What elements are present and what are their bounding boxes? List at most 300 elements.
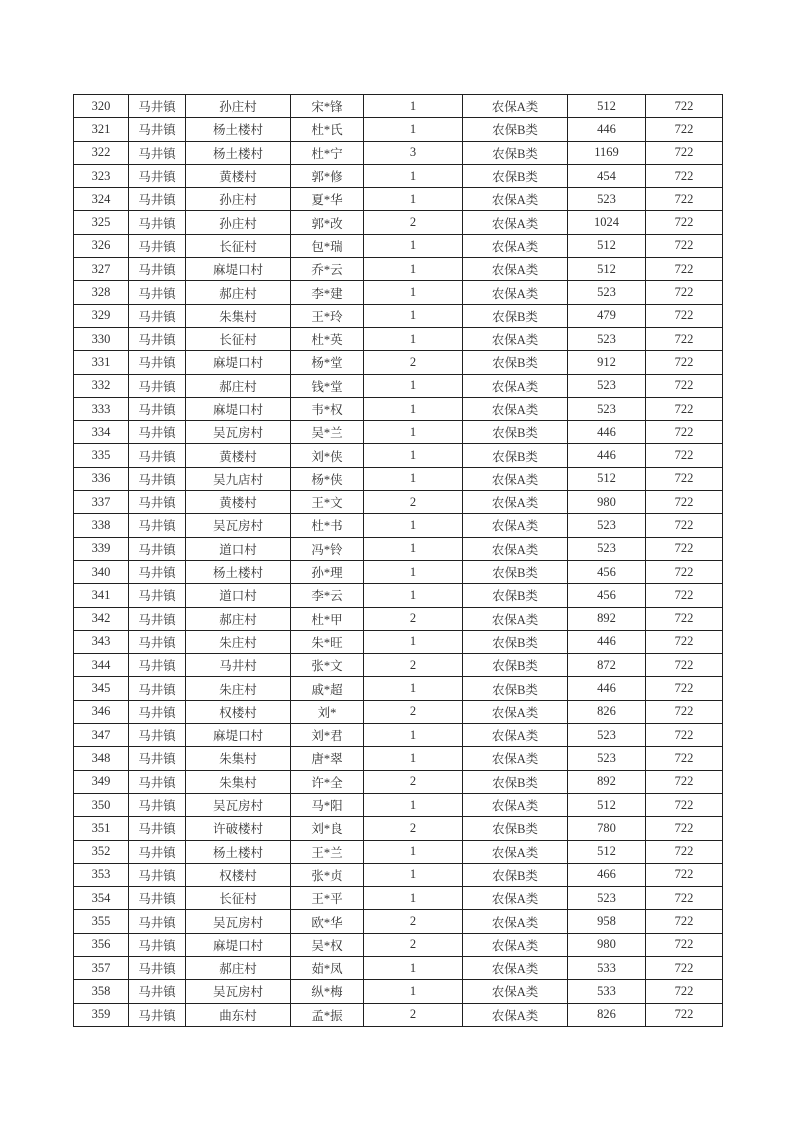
- cell-persons: 2: [364, 351, 463, 374]
- cell-standard: 722: [646, 1003, 723, 1026]
- table-row: [74, 677, 723, 700]
- cell-category: 农保A类: [463, 1003, 568, 1026]
- cell-serial: 326: [74, 234, 129, 257]
- cell-category: 农保A类: [463, 374, 568, 397]
- cell-name: 孟*振: [291, 1003, 364, 1026]
- table-row: [74, 421, 723, 444]
- cell-category: 农保B类: [463, 351, 568, 374]
- cell-village: 权楼村: [186, 700, 291, 723]
- cell-village: 麻堤口村: [186, 351, 291, 374]
- cell-village: 杨土楼村: [186, 141, 291, 164]
- cell-persons: 1: [364, 956, 463, 979]
- cell-standard: 722: [646, 397, 723, 420]
- table-row: [74, 514, 723, 537]
- cell-serial: 320: [74, 95, 129, 118]
- cell-amount: 892: [568, 607, 646, 630]
- cell-name: 刘*良: [291, 817, 364, 840]
- cell-town: 马井镇: [129, 956, 186, 979]
- cell-serial: 344: [74, 654, 129, 677]
- cell-serial: 325: [74, 211, 129, 234]
- table-row: [74, 980, 723, 1003]
- cell-village: 权楼村: [186, 863, 291, 886]
- cell-persons: 1: [364, 793, 463, 816]
- cell-town: 马井镇: [129, 863, 186, 886]
- cell-town: 马井镇: [129, 281, 186, 304]
- cell-name: 杜*宁: [291, 141, 364, 164]
- cell-town: 马井镇: [129, 1003, 186, 1026]
- cell-town: 马井镇: [129, 351, 186, 374]
- cell-standard: 722: [646, 887, 723, 910]
- cell-persons: 1: [364, 95, 463, 118]
- cell-name: 钱*堂: [291, 374, 364, 397]
- cell-name: 王*兰: [291, 840, 364, 863]
- cell-standard: 722: [646, 863, 723, 886]
- cell-village: 麻堤口村: [186, 397, 291, 420]
- cell-persons: 2: [364, 910, 463, 933]
- cell-category: 农保A类: [463, 724, 568, 747]
- cell-name: 王*玲: [291, 304, 364, 327]
- cell-persons: 2: [364, 607, 463, 630]
- cell-category: 农保A类: [463, 910, 568, 933]
- cell-standard: 722: [646, 514, 723, 537]
- cell-standard: 722: [646, 491, 723, 514]
- cell-standard: 722: [646, 817, 723, 840]
- cell-serial: 342: [74, 607, 129, 630]
- cell-amount: 780: [568, 817, 646, 840]
- cell-amount: 523: [568, 188, 646, 211]
- cell-amount: 523: [568, 887, 646, 910]
- cell-standard: 722: [646, 747, 723, 770]
- cell-amount: 826: [568, 700, 646, 723]
- cell-name: 杜*书: [291, 514, 364, 537]
- cell-town: 马井镇: [129, 677, 186, 700]
- cell-amount: 523: [568, 281, 646, 304]
- cell-amount: 980: [568, 491, 646, 514]
- table-row: [74, 304, 723, 327]
- cell-persons: 1: [364, 234, 463, 257]
- cell-persons: 1: [364, 537, 463, 560]
- cell-persons: 2: [364, 211, 463, 234]
- cell-standard: 722: [646, 374, 723, 397]
- cell-serial: 327: [74, 258, 129, 281]
- cell-name: 冯*铃: [291, 537, 364, 560]
- cell-persons: 1: [364, 863, 463, 886]
- cell-persons: 1: [364, 560, 463, 583]
- cell-standard: 722: [646, 677, 723, 700]
- cell-town: 马井镇: [129, 654, 186, 677]
- cell-town: 马井镇: [129, 397, 186, 420]
- cell-village: 麻堤口村: [186, 258, 291, 281]
- cell-town: 马井镇: [129, 234, 186, 257]
- cell-name: 王*平: [291, 887, 364, 910]
- table-row: [74, 374, 723, 397]
- cell-category: 农保A类: [463, 747, 568, 770]
- cell-persons: 2: [364, 654, 463, 677]
- cell-serial: 353: [74, 863, 129, 886]
- table-row: [74, 607, 723, 630]
- table-row: [74, 351, 723, 374]
- cell-amount: 512: [568, 467, 646, 490]
- cell-standard: 722: [646, 956, 723, 979]
- cell-amount: 454: [568, 164, 646, 187]
- table-row: [74, 654, 723, 677]
- cell-amount: 533: [568, 956, 646, 979]
- cell-amount: 523: [568, 537, 646, 560]
- cell-category: 农保B类: [463, 304, 568, 327]
- cell-category: 农保B类: [463, 560, 568, 583]
- table-row: [74, 141, 723, 164]
- cell-standard: 722: [646, 654, 723, 677]
- cell-category: 农保A类: [463, 281, 568, 304]
- table-body: [74, 95, 723, 1027]
- cell-amount: 446: [568, 630, 646, 653]
- cell-standard: 722: [646, 933, 723, 956]
- cell-amount: 446: [568, 444, 646, 467]
- cell-persons: 2: [364, 933, 463, 956]
- cell-village: 朱集村: [186, 747, 291, 770]
- cell-serial: 355: [74, 910, 129, 933]
- cell-amount: 523: [568, 724, 646, 747]
- cell-town: 马井镇: [129, 724, 186, 747]
- table-row: [74, 491, 723, 514]
- cell-serial: 346: [74, 700, 129, 723]
- cell-standard: 722: [646, 141, 723, 164]
- cell-amount: 512: [568, 258, 646, 281]
- cell-village: 孙庄村: [186, 211, 291, 234]
- cell-amount: 872: [568, 654, 646, 677]
- cell-persons: 1: [364, 421, 463, 444]
- table-row: [74, 95, 723, 118]
- cell-persons: 1: [364, 397, 463, 420]
- cell-amount: 826: [568, 1003, 646, 1026]
- cell-category: 农保A类: [463, 514, 568, 537]
- cell-village: 朱庄村: [186, 677, 291, 700]
- cell-standard: 722: [646, 258, 723, 281]
- cell-serial: 339: [74, 537, 129, 560]
- cell-persons: 2: [364, 770, 463, 793]
- cell-town: 马井镇: [129, 374, 186, 397]
- cell-amount: 512: [568, 95, 646, 118]
- cell-amount: 523: [568, 374, 646, 397]
- cell-name: 茹*凤: [291, 956, 364, 979]
- cell-standard: 722: [646, 95, 723, 118]
- table-row: [74, 234, 723, 257]
- cell-serial: 348: [74, 747, 129, 770]
- cell-standard: 722: [646, 281, 723, 304]
- cell-category: 农保A类: [463, 491, 568, 514]
- cell-name: 宋*锋: [291, 95, 364, 118]
- cell-serial: 321: [74, 118, 129, 141]
- cell-persons: 1: [364, 584, 463, 607]
- cell-standard: 722: [646, 164, 723, 187]
- cell-village: 郝庄村: [186, 607, 291, 630]
- cell-standard: 722: [646, 234, 723, 257]
- cell-standard: 722: [646, 607, 723, 630]
- cell-serial: 331: [74, 351, 129, 374]
- cell-town: 马井镇: [129, 421, 186, 444]
- cell-category: 农保B类: [463, 118, 568, 141]
- cell-village: 杨土楼村: [186, 840, 291, 863]
- table-row: [74, 118, 723, 141]
- cell-name: 戚*超: [291, 677, 364, 700]
- cell-name: 乔*云: [291, 258, 364, 281]
- cell-town: 马井镇: [129, 211, 186, 234]
- cell-village: 郝庄村: [186, 281, 291, 304]
- cell-name: 刘*君: [291, 724, 364, 747]
- cell-amount: 533: [568, 980, 646, 1003]
- cell-village: 吴瓦房村: [186, 910, 291, 933]
- cell-name: 郭*改: [291, 211, 364, 234]
- table-row: [74, 444, 723, 467]
- cell-category: 农保A类: [463, 327, 568, 350]
- cell-persons: 1: [364, 840, 463, 863]
- cell-category: 农保A类: [463, 188, 568, 211]
- table-row: [74, 397, 723, 420]
- cell-persons: 1: [364, 514, 463, 537]
- cell-serial: 338: [74, 514, 129, 537]
- cell-village: 郝庄村: [186, 956, 291, 979]
- cell-serial: 351: [74, 817, 129, 840]
- cell-serial: 352: [74, 840, 129, 863]
- cell-serial: 350: [74, 793, 129, 816]
- table-row: [74, 817, 723, 840]
- cell-village: 杨土楼村: [186, 560, 291, 583]
- cell-town: 马井镇: [129, 980, 186, 1003]
- table-row: [74, 537, 723, 560]
- cell-category: 农保B类: [463, 770, 568, 793]
- cell-persons: 1: [364, 164, 463, 187]
- cell-town: 马井镇: [129, 327, 186, 350]
- cell-standard: 722: [646, 327, 723, 350]
- cell-amount: 512: [568, 793, 646, 816]
- cell-serial: 341: [74, 584, 129, 607]
- table-row: [74, 1003, 723, 1026]
- cell-village: 吴瓦房村: [186, 793, 291, 816]
- cell-standard: 722: [646, 304, 723, 327]
- cell-name: 纵*梅: [291, 980, 364, 1003]
- cell-town: 马井镇: [129, 188, 186, 211]
- cell-serial: 328: [74, 281, 129, 304]
- table-row: [74, 584, 723, 607]
- cell-village: 黄楼村: [186, 164, 291, 187]
- cell-name: 刘*: [291, 700, 364, 723]
- cell-persons: 1: [364, 258, 463, 281]
- cell-persons: 2: [364, 700, 463, 723]
- cell-village: 吴瓦房村: [186, 514, 291, 537]
- cell-persons: 1: [364, 724, 463, 747]
- cell-village: 朱集村: [186, 770, 291, 793]
- cell-serial: 343: [74, 630, 129, 653]
- cell-name: 王*文: [291, 491, 364, 514]
- cell-persons: 3: [364, 141, 463, 164]
- cell-town: 马井镇: [129, 304, 186, 327]
- table-row: [74, 164, 723, 187]
- cell-town: 马井镇: [129, 700, 186, 723]
- cell-persons: 1: [364, 467, 463, 490]
- subsidy-table: [73, 94, 723, 1027]
- cell-name: 李*建: [291, 281, 364, 304]
- cell-village: 朱庄村: [186, 630, 291, 653]
- table-row: [74, 840, 723, 863]
- table-row: [74, 211, 723, 234]
- cell-serial: 336: [74, 467, 129, 490]
- cell-town: 马井镇: [129, 164, 186, 187]
- table-row: [74, 863, 723, 886]
- cell-category: 农保A类: [463, 793, 568, 816]
- cell-name: 杨*堂: [291, 351, 364, 374]
- cell-standard: 722: [646, 630, 723, 653]
- cell-standard: 722: [646, 467, 723, 490]
- cell-name: 包*瑞: [291, 234, 364, 257]
- cell-category: 农保A类: [463, 700, 568, 723]
- cell-village: 黄楼村: [186, 444, 291, 467]
- cell-name: 张*贞: [291, 863, 364, 886]
- table-row: [74, 258, 723, 281]
- cell-village: 长征村: [186, 234, 291, 257]
- cell-standard: 722: [646, 560, 723, 583]
- cell-amount: 466: [568, 863, 646, 886]
- cell-town: 马井镇: [129, 817, 186, 840]
- cell-amount: 980: [568, 933, 646, 956]
- cell-persons: 1: [364, 444, 463, 467]
- cell-village: 郝庄村: [186, 374, 291, 397]
- cell-serial: 333: [74, 397, 129, 420]
- cell-standard: 722: [646, 700, 723, 723]
- cell-name: 韦*权: [291, 397, 364, 420]
- cell-serial: 324: [74, 188, 129, 211]
- cell-amount: 958: [568, 910, 646, 933]
- cell-amount: 892: [568, 770, 646, 793]
- cell-serial: 337: [74, 491, 129, 514]
- cell-town: 马井镇: [129, 607, 186, 630]
- cell-village: 曲东村: [186, 1003, 291, 1026]
- cell-standard: 722: [646, 584, 723, 607]
- cell-town: 马井镇: [129, 444, 186, 467]
- cell-serial: 358: [74, 980, 129, 1003]
- cell-serial: 323: [74, 164, 129, 187]
- cell-village: 孙庄村: [186, 188, 291, 211]
- cell-persons: 1: [364, 374, 463, 397]
- cell-category: 农保A类: [463, 258, 568, 281]
- cell-standard: 722: [646, 793, 723, 816]
- cell-town: 马井镇: [129, 770, 186, 793]
- cell-serial: 329: [74, 304, 129, 327]
- cell-category: 农保B类: [463, 863, 568, 886]
- cell-name: 吴*兰: [291, 421, 364, 444]
- cell-category: 农保A类: [463, 211, 568, 234]
- cell-serial: 334: [74, 421, 129, 444]
- cell-category: 农保A类: [463, 95, 568, 118]
- table-row: [74, 724, 723, 747]
- cell-standard: 722: [646, 118, 723, 141]
- table-row: [74, 630, 723, 653]
- cell-town: 马井镇: [129, 537, 186, 560]
- cell-amount: 446: [568, 677, 646, 700]
- cell-amount: 912: [568, 351, 646, 374]
- cell-category: 农保B类: [463, 421, 568, 444]
- cell-category: 农保A类: [463, 234, 568, 257]
- cell-name: 马*阳: [291, 793, 364, 816]
- cell-serial: 330: [74, 327, 129, 350]
- cell-persons: 1: [364, 118, 463, 141]
- cell-persons: 1: [364, 304, 463, 327]
- cell-category: 农保B类: [463, 630, 568, 653]
- table-row: [74, 933, 723, 956]
- cell-persons: 1: [364, 980, 463, 1003]
- cell-name: 欧*华: [291, 910, 364, 933]
- cell-name: 刘*侠: [291, 444, 364, 467]
- cell-town: 马井镇: [129, 514, 186, 537]
- cell-serial: 332: [74, 374, 129, 397]
- table-row: [74, 700, 723, 723]
- cell-town: 马井镇: [129, 630, 186, 653]
- cell-standard: 722: [646, 444, 723, 467]
- cell-town: 马井镇: [129, 887, 186, 910]
- cell-category: 农保A类: [463, 397, 568, 420]
- cell-standard: 722: [646, 724, 723, 747]
- cell-village: 朱集村: [186, 304, 291, 327]
- cell-town: 马井镇: [129, 910, 186, 933]
- table-row: [74, 887, 723, 910]
- table-row: [74, 747, 723, 770]
- cell-town: 马井镇: [129, 933, 186, 956]
- cell-standard: 722: [646, 770, 723, 793]
- cell-amount: 523: [568, 397, 646, 420]
- cell-town: 马井镇: [129, 584, 186, 607]
- cell-name: 孙*理: [291, 560, 364, 583]
- cell-amount: 523: [568, 327, 646, 350]
- cell-category: 农保A类: [463, 980, 568, 1003]
- cell-town: 马井镇: [129, 118, 186, 141]
- cell-category: 农保A类: [463, 956, 568, 979]
- cell-name: 许*全: [291, 770, 364, 793]
- cell-persons: 1: [364, 281, 463, 304]
- cell-serial: 322: [74, 141, 129, 164]
- cell-village: 长征村: [186, 327, 291, 350]
- table-row: [74, 956, 723, 979]
- cell-town: 马井镇: [129, 467, 186, 490]
- cell-persons: 1: [364, 747, 463, 770]
- cell-persons: 1: [364, 887, 463, 910]
- cell-amount: 446: [568, 421, 646, 444]
- cell-name: 唐*翠: [291, 747, 364, 770]
- cell-amount: 456: [568, 584, 646, 607]
- cell-serial: 345: [74, 677, 129, 700]
- cell-serial: 357: [74, 956, 129, 979]
- cell-village: 吴瓦房村: [186, 421, 291, 444]
- cell-village: 许破楼村: [186, 817, 291, 840]
- cell-amount: 479: [568, 304, 646, 327]
- cell-standard: 722: [646, 537, 723, 560]
- cell-category: 农保A类: [463, 887, 568, 910]
- cell-town: 马井镇: [129, 95, 186, 118]
- cell-standard: 722: [646, 211, 723, 234]
- cell-category: 农保B类: [463, 677, 568, 700]
- cell-name: 朱*旺: [291, 630, 364, 653]
- cell-persons: 1: [364, 327, 463, 350]
- cell-town: 马井镇: [129, 840, 186, 863]
- cell-name: 杜*甲: [291, 607, 364, 630]
- cell-town: 马井镇: [129, 747, 186, 770]
- cell-amount: 512: [568, 840, 646, 863]
- cell-category: 农保A类: [463, 840, 568, 863]
- cell-standard: 722: [646, 980, 723, 1003]
- cell-village: 吴瓦房村: [186, 980, 291, 1003]
- cell-name: 李*云: [291, 584, 364, 607]
- cell-serial: 335: [74, 444, 129, 467]
- cell-serial: 359: [74, 1003, 129, 1026]
- cell-town: 马井镇: [129, 141, 186, 164]
